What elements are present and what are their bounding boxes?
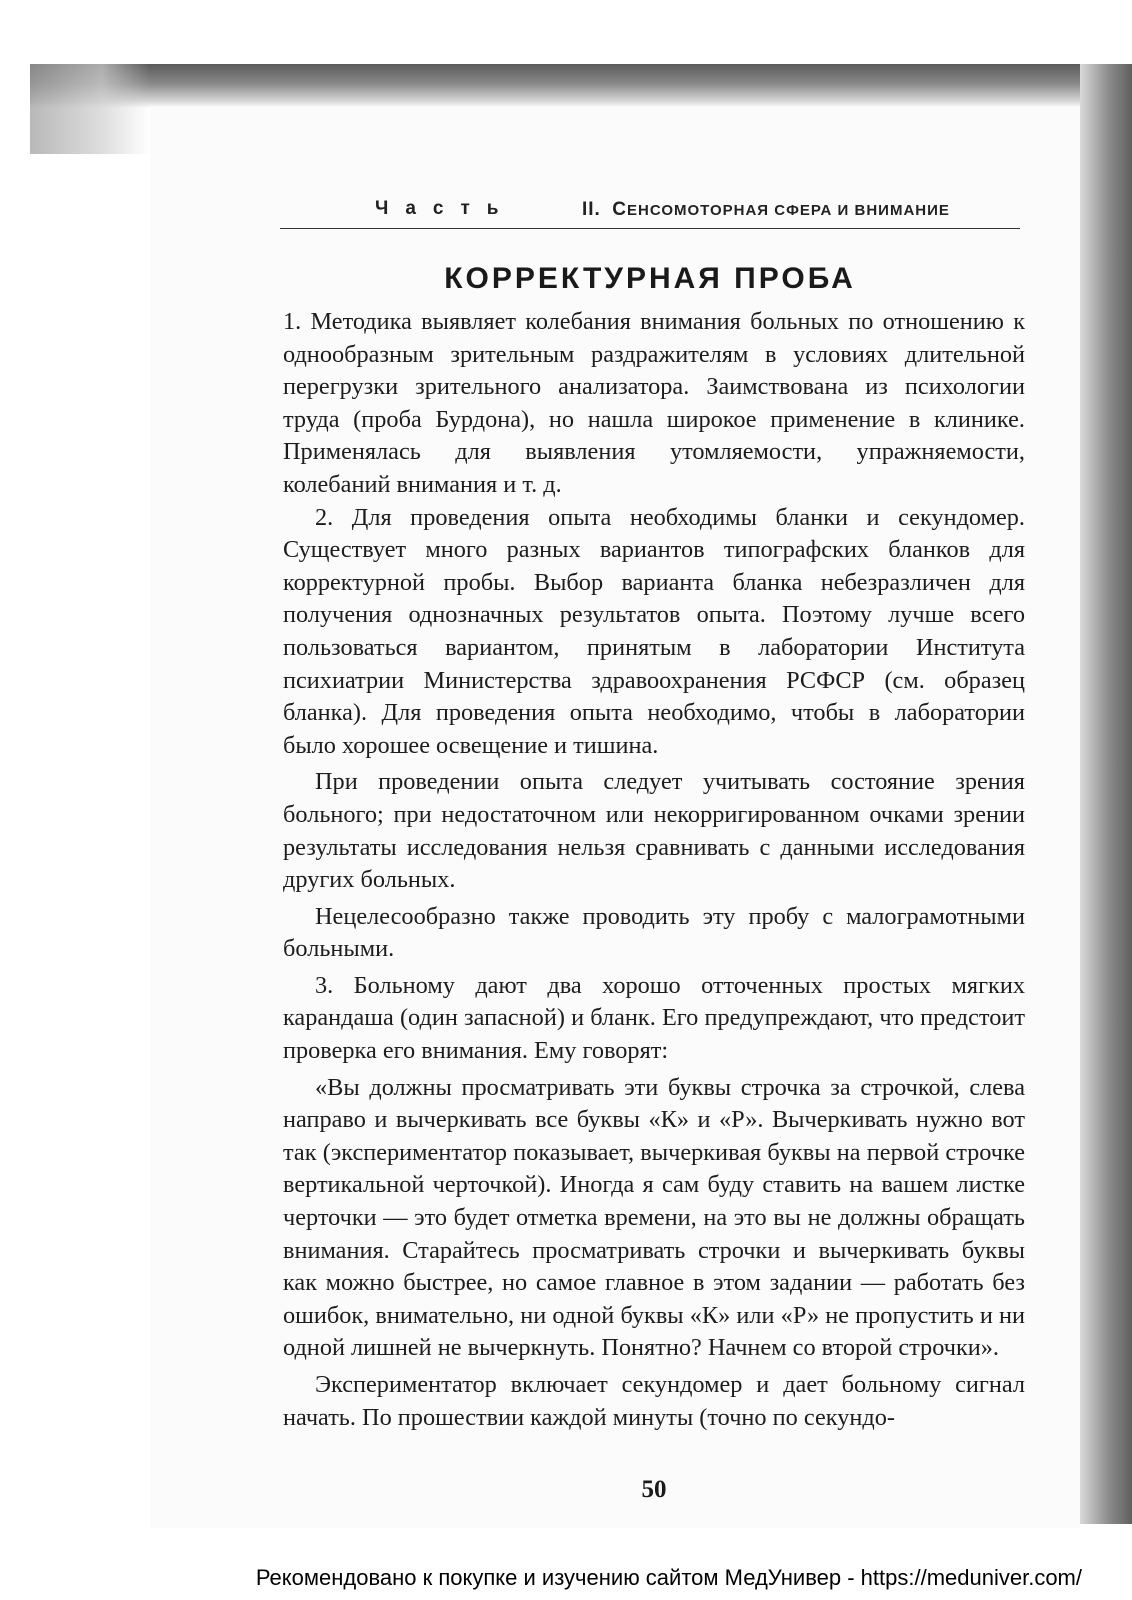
scanner-shadow-top [30,64,1132,108]
paragraph-6: «Вы должны просматривать эти буквы строчка за строчкой, слева направо и вычеркивать все буквы «К» и «Р». Вычеркивать нужно вот так (экспериментатор показывает, вычеркивая буквы на первой строчке вертикальной черточкой). Иногда я сам буду ставить на вашем листке черточки — это будет отметка времени, на это вы не должны обращать внимания. Старайтесь просматривать строчки и вычеркивать буквы как можно быстрее, но самое главное в этом задании — работать без ошибок, внимательно, ни одной буквы «К» или «Р» не пропустить и ни одной лишней не вычеркнуть. Понятно? Начнем со второй строчки». [283,1073,1025,1362]
page-number: 50 [641,1476,667,1503]
paragraph-4: Нецелесообразно также проводить эту пробу с малограмотными больными. [283,902,1025,963]
scanner-shadow-left [30,64,150,154]
running-header-section [582,199,950,221]
chapter-title: КОРРЕКТУРНАЯ ПРОБА [444,262,856,295]
section-title-initial: С [612,199,628,220]
paragraph-3: При проведении опыта следует учитывать состояние зрения больного; при недостаточном или некорригированном очками зрении результаты исследования нельзя сравнивать с данными исследования других больных. [283,768,1025,894]
scanner-shadow-right [1080,64,1132,1524]
running-header [280,198,1020,229]
body-text [283,306,1025,1434]
part-label: Часть [375,198,516,219]
paragraph-7: Экспериментатор включает секундомер и дает больному сигнал начать. По прошествии каждой минуты (точно по секундо- [283,1371,1025,1431]
section-title-rest: ЕНСОМОТОРНАЯ СФЕРА И ВНИМАНИЕ [627,202,950,219]
footer-recommendation: Рекомендовано к покупке и изучению сайтом МедУнивер - https://meduniver.com/ [255,1565,1082,1590]
running-header-part [375,198,515,220]
paragraph-2: 2. Для проведения опыта необходимы бланки и секундомер. Существует много разных вариантов типографских бланков для корректурной пробы. Выбор варианта бланка небезразличен для получения однозначных результатов опыта. Поэтому лучше всего пользоваться вариантом, принятым в лаборатории Института психиатрии Министерства здравоохранения РСФСР (см. образец бланка). Для проведения опыта необходимо, чтобы в лаборатории было хорошее освещение и тишина. [283,503,1025,759]
paragraph-1: 1. Методика выявляет колебания внимания больных по отношению к однообразным зрительным раздражителям в условиях длительной перегрузки зрительного анализатора. Заимствована из психологии труда (проба Бурдона), но нашла широкое применение в клинике. Применялась для выявления утомляемости, упражняемости, колебаний внимания и т. д. [283,308,1025,498]
part-number: II. [582,199,601,220]
paragraph-5: 3. Больному дают два хорошо отточенных простых мягких карандаша (один запасной) и бланк. Его предупреждают, что предстоит проверка его внимания. Ему говорят: [283,971,1025,1065]
